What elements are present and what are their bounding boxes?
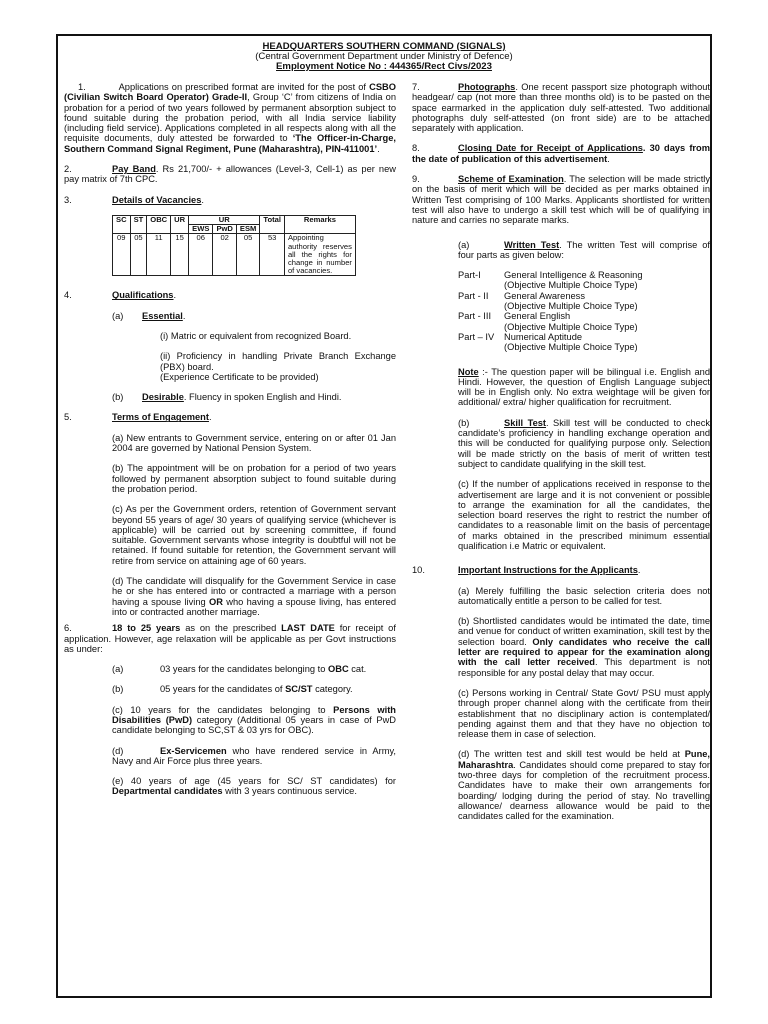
vac-head-st: ST: [130, 215, 147, 233]
vac-head-ur-group: UR: [189, 215, 260, 224]
list-item: Part - III General English (Objective Multiple Choice Type): [458, 311, 638, 332]
post-name: CSBO (Civilian Switch Board Operator) Grade-II: [64, 82, 396, 103]
vac-head-obc: OBC: [147, 215, 171, 233]
table-row: [113, 234, 356, 276]
section-3-heading: 3. Details of Vacancies .: [64, 194, 204, 205]
vac-ews: 06: [189, 234, 213, 276]
section-10-items: [412, 586, 710, 822]
section-9a-written-test: (a) Written Test. The written Test will comprise of four parts as given below: Part-I General Intelligence & Reasoning (Objective Multiple Choice Type) Part - II General Awareness (Objective Multiple Choice Type) Part - III General English (Objective Multiple Choice Type) Part – IV Numerical Aptitude (Objective Multiple Choice Type) Note :- The question paper will be bilingual i.e. English and Hindi. However, the question of English Language subject will be in English only. No extra weightage will be given for additional/ extra/ higher qualification for recruitment. (b) Skill Test. Skill test will be conducted to check candidate’s proficiency in handling exchange operation and this will be conducted for qualifying purpose only. Selection will be made strictly on the basis of merit of written test subject to candidate qualifying in the skill test. (c) If the number of applications received in response to the advertisement are large and it is not convenient or possible to arrange the examination for all the candidates, the selection board reserves the right to restrict the number of candidates to a reasonable limit on the basis of percentage of marks obtained in the prescribed minimum essential qualification i.e Matric or equivalent.: [458, 239, 711, 551]
vac-sc: 09: [113, 234, 131, 276]
section-10b: (b) Shortlisted candidates would be intimated the date, time and venue for conduct of written examination, skill test by the selection board. Only candidates who receive the call letter are required to appear for the examination along with the call letter received. This department is not responsible for any postal delay that may occur.: [458, 616, 711, 678]
header-title: HEADQUARTERS SOUTHERN COMMAND (SIGNALS): [262, 41, 506, 52]
section-4-heading: 4. Qualifications .: [64, 290, 177, 301]
section-10c: (c) Persons working in Central/ State Govt/ PSU must apply through proper channel along with the certificate from their establishment that no disciplinary action is contemplated/ pending against them and that they have no objection to release them in case of selection.: [458, 687, 710, 740]
vac-total: 53: [260, 234, 285, 276]
vacancy-table: [112, 215, 356, 276]
section-5a: (a) New entrants to Government service, entering on or after 01 Jan 2004 are governed by National Pension System.: [112, 432, 396, 454]
vac-head-esm: ESM: [236, 225, 259, 234]
section-9-scheme: 9. Scheme of Examination. The selection will be made strictly on the basis of merit which will be decided as per marks obtained in Written Test comprising of 100 Marks. Applicants shortlisted for written test will also have to undergo a skill test which will be of qualifying in nature and carries no separate marks.: [412, 174, 710, 226]
section-2-pay-band: 2. Pay Band. Rs 21,700/- + allowances (Level-3, Cell-1) as per new pay matrix of 7th CPC.: [64, 164, 396, 185]
section-1: 1. Applications on prescribed format are invited for the post of CSBO (Civilian Switch Board Operator) Grade-II, Group ‘C’ from citizens of India on probation for a period of two years followed by permanent absorption subject to found suitable during the probation period, with all India service liability (including field service). Applications completed in all respects along with all the requisite documents, duly attested be forwarded to ‘The Officer-in-Charge, Southern Command Signal Regiment, Pune (Maharashtra), PIN-411001’.: [64, 82, 397, 154]
section-6a: (a) 03 years for the candidates belonging to OBC cat.: [112, 664, 367, 675]
vac-esm: 05: [236, 234, 259, 276]
vac-obc: 11: [147, 234, 171, 276]
section-10d: (d) The written test and skill test would be held at Pune, Maharashtra. Candidates should come prepared to stay for two-three days for completion of the recruitment process. Candidates have to make their own arrangements for boarding/ lodging during the period of stay. No travelling allowance/ dearness allowance would be paid to the candidates called for the examination.: [458, 749, 710, 822]
section-8-closing-date: 8. Closing Date for Receipt of Applications. 30 days from the date of publication of this advertisement.: [412, 143, 710, 164]
section-6: 6. 18 to 25 years as on the prescribed LAST DATE for receipt of application. However, age relaxation will be applicable as per Govt instructions as under:: [64, 623, 396, 654]
section-7-photographs: 7. Photographs. One recent passport size photograph without headgear/ cap (not more than three months old) is to be pasted on the space earmarked in the application duly self-attested. Two additional photographs duly self-attested (on front side) are to be attached separately with application.: [412, 82, 710, 134]
section-9c: (c) If the number of applications received in response to the advertisement are large and it is not convenient or possible to arrange the examination for all the candidates, the selection board reserves the right to restrict the number of candidates to a reasonable limit on the basis of percentage of marks obtained in the prescribed minimum essential qualification i.e Matric or equivalent.: [458, 479, 710, 551]
qualification-i: (i) Matric or equivalent from recognized Board.: [160, 330, 352, 341]
vac-st: 05: [130, 234, 147, 276]
employment-notice-number: Employment Notice No : 444365/Rect Civs/2023: [276, 61, 492, 72]
section-4b: (b) Desirable. Fluency in spoken English and Hindi.: [112, 392, 342, 403]
vac-head-ews: EWS: [189, 225, 213, 234]
section-5c: (c) As per the Government orders, retention of Government servant beyond 55 years of age/ 30 years of qualifying service (whichever is applicable) will be carried out by screening committee, if found suitable. Government servants whose integrity is doubtful will not be retained. If found suitable for retention, the Government servant will retire from service on attaining age of 60 years.: [112, 504, 396, 566]
postal-address: ‘The Officer-in-Charge, Southern Command Signal Regiment, Pune (Maharashtra), PIN-411001’: [64, 133, 396, 154]
list-item: Part-I General Intelligence & Reasoning (Objective Multiple Choice Type): [458, 270, 643, 291]
header-subtitle: (Central Government Department under Ministry of Defence): [255, 51, 513, 62]
section-5b: (b) The appointment will be on probation for a period of two years followed by permanent absorption subject to found suitable during the probation period.: [112, 463, 396, 494]
section-5d: (d) The candidate will disqualify for the Government Service in case he or she has entered into or contracted a marriage with a person having a spouse living OR who having a spouse living, has entered into or contracted another marriage.: [112, 576, 396, 617]
vac-head-total: Total: [260, 215, 285, 233]
vac-head-pwd: PwD: [213, 225, 236, 234]
section-10-heading: 10. Important Instructions for the Applicants .: [412, 565, 641, 576]
qualification-ii-note: (Experience Certificate to be provided): [160, 371, 319, 382]
list-item: Part – IV Numerical Aptitude (Objective Multiple Choice Type): [458, 331, 638, 353]
vac-remarks: Appointing authority reserves all the rights for change in number of vacancies.: [284, 234, 355, 276]
section-6d: (d) Ex-Servicemen who have rendered service in Army, Navy and Air Force plus three years.: [112, 745, 396, 766]
vac-head-remarks: Remarks: [284, 215, 355, 233]
section-6c: (c) 10 years for the candidates belonging to Persons with Disabilities (PwD) category (Additional 05 years in case of PwD candidate belonging to SC,ST & 03 yrs for OBC).: [112, 704, 397, 736]
section-10a: (a) Merely fulfilling the basic selection criteria does not automatically entitle a person to be called for test.: [458, 585, 710, 606]
right-column: [412, 82, 710, 822]
vac-head-ur: UR: [171, 215, 189, 233]
exam-note: Note :- The question paper will be bilingual i.e. English and Hindi. However, the question of English Language subject will be in English only. No extra weightage will be given for additional/ extra/ higher qualification for recruitment.: [458, 366, 710, 408]
list-item: Part - II General Awareness (Objective Multiple Choice Type): [458, 290, 638, 312]
section-5-heading: 5. Terms of Engagement .: [64, 412, 212, 423]
vac-pwd: 02: [213, 234, 236, 276]
section-6e: (e) 40 years of age (45 years for SC/ ST candidates) for Departmental candidates with 3 years continuous service.: [112, 776, 396, 797]
qualification-ii: (ii) Proficiency in handling Private Branch Exchange (PBX) board.: [160, 351, 396, 372]
section-9b-skill-test: (b) Skill Test. Skill test will be conducted to check candidate’s proficiency in handling exchange operation and this will be conducted for qualifying purpose only. Selection will be made strictly on the basis of merit of written test subject to candidate qualifying in the skill test.: [458, 417, 711, 469]
section-4a-heading: (a) Essential .: [112, 310, 186, 321]
left-column: [64, 82, 396, 797]
vac-ur: 15: [171, 234, 189, 276]
section-6b: (b) 05 years for the candidates of SC/ST category.: [112, 684, 353, 695]
vac-head-sc: SC: [113, 215, 131, 233]
exam-parts-list: [458, 270, 710, 352]
